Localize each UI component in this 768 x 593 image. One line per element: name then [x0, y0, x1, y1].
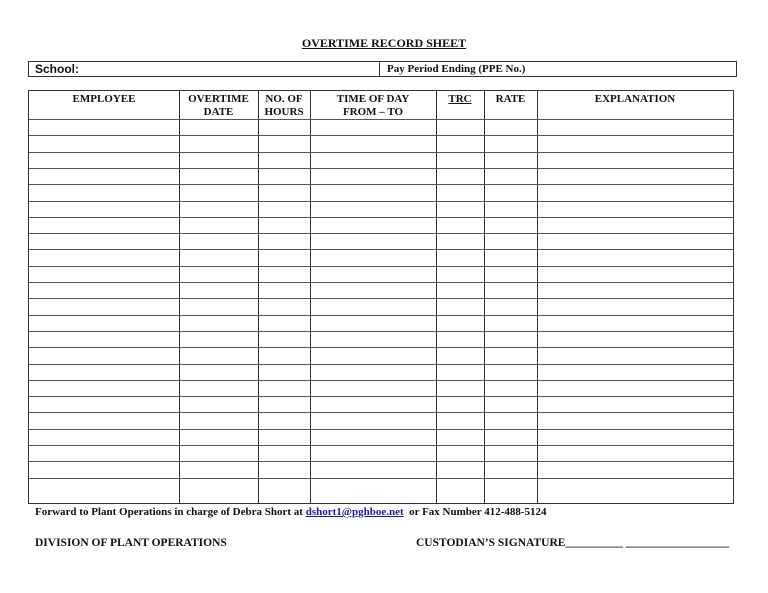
table-row [29, 249, 733, 250]
school-field[interactable] [29, 62, 380, 76]
column-divider [484, 91, 485, 503]
school-label: School: [35, 62, 79, 76]
page-title: OVERTIME RECORD SHEET [301, 36, 467, 50]
table-row [29, 135, 733, 136]
col-header-line1: OVERTIME [188, 93, 249, 105]
table-row [29, 217, 733, 218]
table-row [29, 184, 733, 185]
col-header-overtime-date [179, 93, 258, 119]
table-row [29, 412, 733, 413]
table-row [29, 119, 733, 120]
table-row [29, 152, 733, 153]
table-row [29, 478, 733, 479]
forward-suffix: or Fax Number 412-488-5124 [409, 506, 547, 518]
column-divider [258, 91, 259, 503]
table-row [29, 461, 733, 462]
col-header-line1: TRC [448, 93, 472, 105]
column-divider [310, 91, 311, 503]
email-link[interactable]: dshort1@pghboe.net [305, 506, 404, 518]
col-header-line1: TIME OF DAY [336, 93, 410, 105]
col-header-line1: RATE [495, 93, 526, 105]
column-divider [179, 91, 180, 503]
col-header-line1: NO. OF [265, 93, 303, 105]
table-row [29, 266, 733, 267]
col-header-line2: FROM – TO [342, 106, 404, 118]
table-row [29, 429, 733, 430]
overtime-table [28, 90, 734, 504]
col-header-trc [436, 93, 484, 106]
col-header-explanation [537, 93, 733, 106]
table-row [29, 331, 733, 332]
col-header-line2: DATE [203, 106, 234, 118]
col-header-no-of-hours [258, 93, 310, 119]
column-divider [537, 91, 538, 503]
col-header-line1: EXPLANATION [594, 93, 676, 105]
table-row [29, 347, 733, 348]
table-row [29, 233, 733, 234]
table-row [29, 168, 733, 169]
col-header-rate [484, 93, 537, 106]
division-label: DIVISION OF PLANT OPERATIONS [35, 537, 227, 549]
table-row [29, 445, 733, 446]
col-header-line1: EMPLOYEE [72, 93, 136, 105]
table-row [29, 282, 733, 283]
col-header-line2: HOURS [264, 106, 304, 118]
forward-instructions [35, 506, 547, 518]
forward-prefix: Forward to Plant Operations in charge of Debra Short at [35, 506, 303, 518]
table-row [29, 315, 733, 316]
table-row [29, 298, 733, 299]
column-divider [436, 91, 437, 503]
table-row [29, 364, 733, 365]
table-row [29, 396, 733, 397]
table-row [29, 201, 733, 202]
custodian-signature-line[interactable]: CUSTODIAN’S SIGNATURE__________ __________________ [416, 537, 730, 549]
col-header-time-of-day [310, 93, 436, 119]
pay-period-label: Pay Period Ending (PPE No.) [387, 63, 526, 75]
col-header-employee [29, 93, 179, 106]
table-row [29, 380, 733, 381]
header-box [28, 61, 737, 77]
